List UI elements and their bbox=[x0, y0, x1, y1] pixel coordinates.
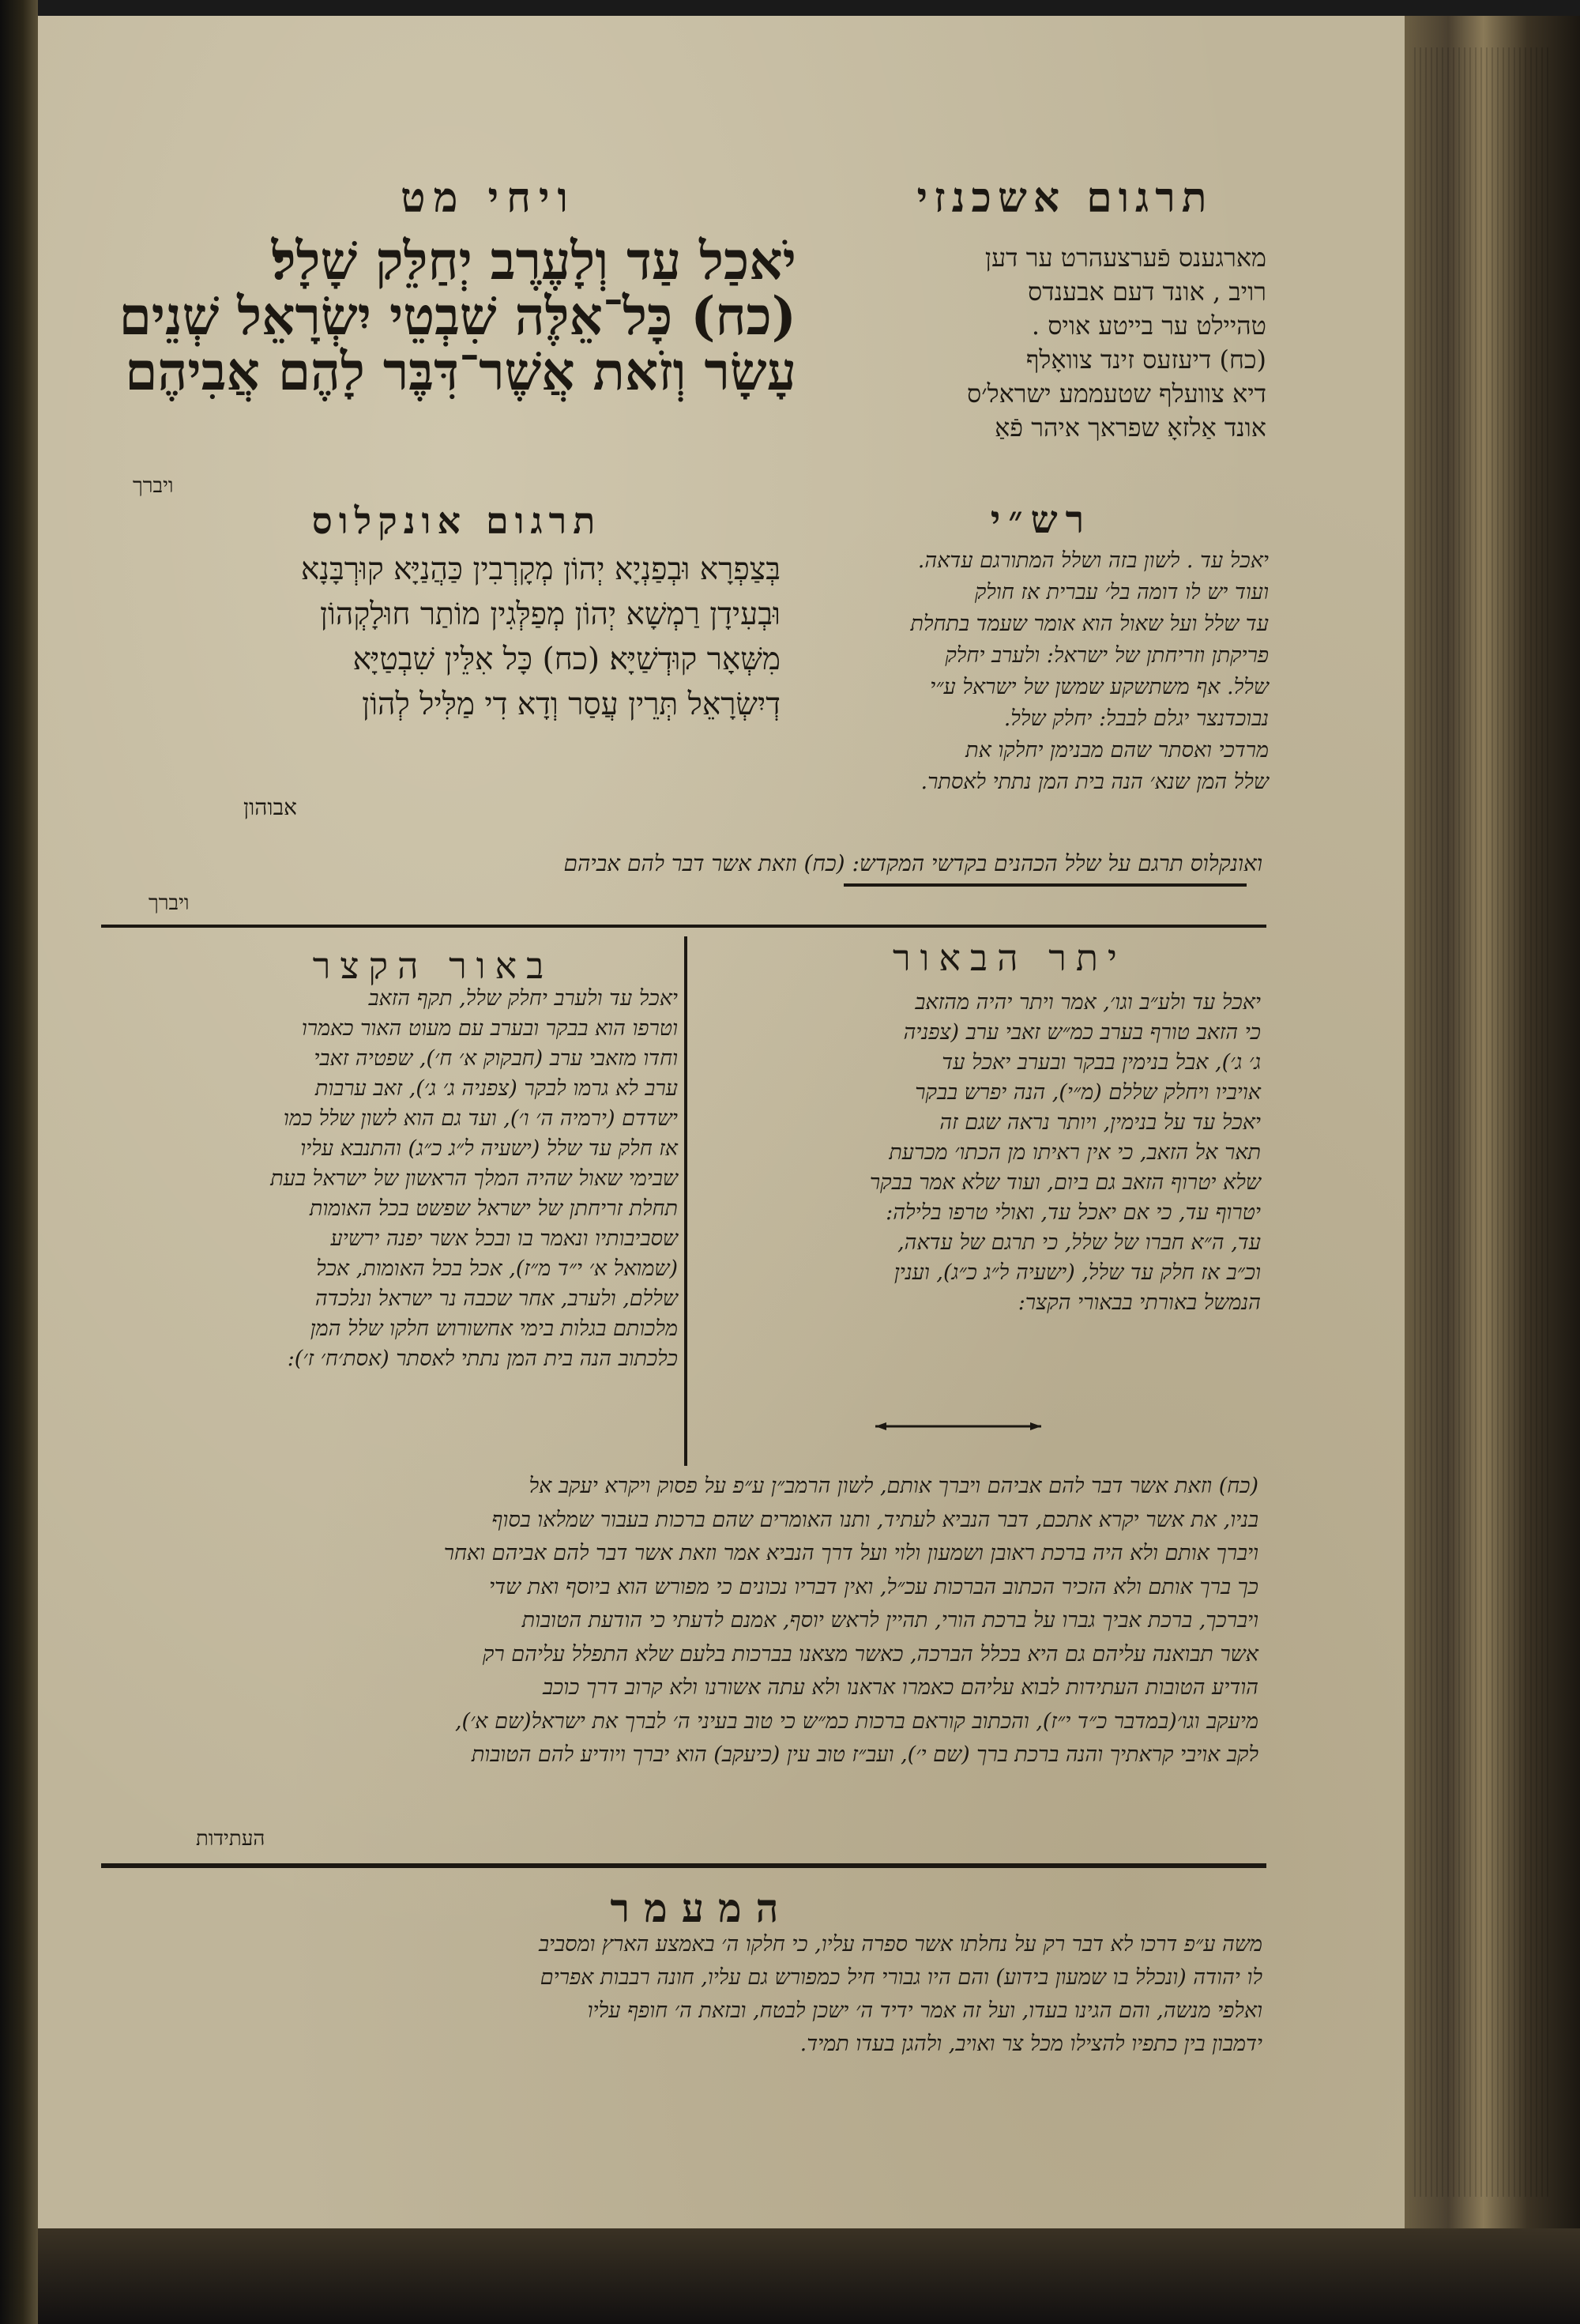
verse-28-commentary bbox=[137, 1470, 1258, 1772]
yeter-habeur-text bbox=[700, 988, 1261, 1318]
commentary-line: ערב לא גרמו לבקר (צפניה ג׳ ג׳), זאב ערבות bbox=[314, 1076, 678, 1101]
commentary-line: תחלת זריחתן של ישראל שפשט בכל האומות bbox=[309, 1196, 678, 1221]
commentary-line: שללם, ולערב, אחר שכבה נר ישראל ונלכדה bbox=[314, 1286, 678, 1311]
onkelos-catchword: אבוהון bbox=[243, 794, 297, 820]
onkelos-line: וּבְעִידָן רַמְשָׁא יְהוֹן מְפַלְּגִין מוֹתַר חוּלָקְהוֹן bbox=[319, 597, 781, 632]
commentary-line: כי הזאב טורף בערב כמ״ש זאבי ערב (צפניה bbox=[903, 1020, 1261, 1045]
bottom-shadow bbox=[38, 2228, 1580, 2324]
page-stack-lines bbox=[1414, 47, 1548, 2197]
maamar-line: משה ע״פ דרכו לא דבר רק על נחלתו אשר ספרה עליו, כי חלקו ה׳ באמצע הארץ ומסביב bbox=[539, 1932, 1262, 1957]
commentary-line: (כח) וזאת אשר דבר להם אביהם ויברך אותם, לשון הרמב״ן ע״פ על פסוק ויקרא יעקב אל bbox=[529, 1474, 1258, 1498]
section-rule bbox=[101, 925, 1266, 928]
commentary-line: יטרוף עד, כי אם יאכל עד, ואולי טרפו בלילה: bbox=[886, 1200, 1261, 1225]
maamar-line: לו יהודה (ונכלל בו שמעון בידוע) והם היו גבורי חיל כמפורש גם עליו, חונה רבבות אפרים bbox=[540, 1965, 1262, 1990]
rashi-line: יאכל עד . לשון בזה ושלל המתורגם עדאה. bbox=[917, 548, 1269, 573]
commentary-line: תאר אל הזאב, כי אין ראיתו מן הכתו׳ מכרעת bbox=[889, 1140, 1261, 1165]
running-header-parasha: ויחי מט bbox=[401, 174, 576, 222]
commentary-line: ג׳ ג׳), אבל בנימין בבקר ובערב יאכל עד bbox=[942, 1050, 1261, 1075]
maamar-text bbox=[141, 1928, 1262, 2061]
commentary-line: שסביבותיו ונאמר בו ובכל אשר יפנה ירשיע bbox=[330, 1226, 678, 1251]
beur-hakatzar-text bbox=[141, 984, 678, 1374]
verse-line: עָשָׂר וְזֹאת אֲשֶׁר־דִּבֶּר לָהֶם אֲבִיהֶם bbox=[125, 341, 796, 402]
targum-line: טהיילט ער בייטע אויס . bbox=[1031, 311, 1266, 341]
onkelos-line: דְיִשְׂרָאֵל תְּרֵין עֲסַר וְדָא דִי מַלִּיל לְהוֹן bbox=[362, 687, 781, 722]
targum-line: דיא צוועלף שטעממע ישראל׳ס bbox=[967, 379, 1266, 409]
book-page bbox=[38, 16, 1405, 2228]
commentary-line: שבימי שאול שהיה המלך הראשון של ישראל בעת bbox=[270, 1166, 678, 1191]
commentary-line: בניו, את אשר יקרא אתכם, דבר הנביא לעתיד, ותנו האומרים שהם ברכות בעבור שמלאו בסוף bbox=[491, 1507, 1258, 1532]
maamar-line: ואלפי מנשה, והם הגינו בעדו, ועל זה אמר ידיד ה׳ ישכן לבטח, ובזאת ה׳ חופף עליו bbox=[587, 1998, 1262, 2023]
commentary-line: הנמשל באורתי בבאורי הקצר: bbox=[1018, 1290, 1261, 1315]
rashi-line: נבוכדנצר יגלם לבבל: יחלק שלל. bbox=[1003, 706, 1269, 731]
rashi-line: עד שלל ועל שאול הוא אומר שעמד בתחלת bbox=[910, 612, 1269, 636]
ornament-rule bbox=[875, 1421, 1041, 1432]
commentary-line: ויברך אותם ולא היה ברכת ראובן ושמעון ולוי ועל דרך הנביא אמר וזאת אשר דבר להם אביהם ואחר bbox=[443, 1541, 1258, 1565]
commentary-line: מלכותם בגלות בימי אחשורוש חלקו שלל המן bbox=[310, 1316, 678, 1341]
commentary-line: כך ברך אותם ולא הזכיר הכתוב הברכות עכ״ל, ואין דבריו נכונים כי מפורש הוא ביוסף ואת שדי bbox=[489, 1574, 1258, 1599]
torah-verse bbox=[118, 230, 796, 402]
catchword: ויברך bbox=[133, 474, 174, 498]
commentary-line: מיעקב וגו׳(במדבר כ״ד י״ז), והכתוב קוראם ברכות כמ״ש כי טוב בעיני ה׳ לברך את ישראל(שם א׳), bbox=[454, 1708, 1258, 1734]
commentary-line: יאכל עד ולערב יחלק שלל, תקף הזאב bbox=[368, 986, 678, 1011]
onkelos-note: ואונקלוס תרגם על שלל הכהנים בקדשי המקדש: (כח) וזאת אשר דבר להם אביהם bbox=[563, 850, 1262, 876]
section-rule bbox=[844, 883, 1247, 887]
yeter-habeur-title: יתר הבאור bbox=[893, 936, 1127, 979]
verse-line: (כח) כָּל־אֵלֶּה שִׁבְטֵי יִשְׂרָאֵל שְׁנֵים bbox=[118, 285, 796, 347]
rashi-line: שלל המן שנא׳ הנה בית המן נתתי לאסתר. bbox=[920, 770, 1269, 794]
onkelos-line: מִשְּׁאָר קוּדְשַׁיָּא׃ (כח) כָּל אִלֵּין שִׁבְטַיָּא bbox=[352, 642, 781, 677]
commentary-line: שלא יטרוף הזאב גם ביום, ועוד שלא אמר בבקר bbox=[869, 1170, 1261, 1195]
commentary-line: עד, ה״א חברו של שלל, כי תרגם של עדאה, bbox=[897, 1230, 1261, 1255]
commentary-line: אז חלק עד שלל (ישעיה ל״ג כ״ג) והתנבא עליו bbox=[300, 1136, 678, 1161]
rashi-commentary bbox=[779, 545, 1269, 798]
commentary-line: וכ״ב אז חלק עד שלל, (ישעיה ל״ג כ״ג), וענין bbox=[893, 1260, 1261, 1285]
running-header-targum: תרגום אשכנזי bbox=[916, 174, 1213, 222]
commentary-line: הודיע הטובות העתידות לבוא עליהם כאמרו אראנו ולא עתה אשורנו ולא קרוב דרך כוכב bbox=[543, 1675, 1258, 1700]
commentary-line: ישדדם (ירמיה ה׳ ו׳), ועד גם הוא לשון שלל כמו bbox=[283, 1106, 678, 1131]
column-divider bbox=[684, 936, 687, 1466]
targum-line: (כח) דיעזעס זינד צוואָלף bbox=[1025, 345, 1266, 375]
section-rule bbox=[101, 1863, 1266, 1868]
binding-gutter bbox=[0, 0, 38, 2324]
commentary-line: כלכתוב הנה בית המן נתתי לאסתר (אסת׳ח׳ ז׳): bbox=[287, 1347, 678, 1371]
onkelos-text bbox=[125, 547, 781, 727]
targum-line: מארגענס פֿערצעהרט ער דען bbox=[984, 243, 1266, 273]
commentary-line: וחדו מזאבי ערב (חבקוק א׳ ח׳), שפטיה זאבי bbox=[314, 1046, 678, 1071]
commentary-line: וטרפו הוא בבקר ובערב עם מעוט האור כאמרו bbox=[301, 1016, 678, 1041]
catchword: העתידות bbox=[196, 1827, 265, 1851]
rashi-line: מרדכי ואסתר שהם מבנימן יחלקו את bbox=[965, 738, 1269, 763]
beur-hakatzar-title: באור הקצר bbox=[312, 944, 554, 987]
catchword: ויברך bbox=[149, 891, 190, 915]
commentary-line: אשר תבואנה עליהם גם היא בכלל הברכה, כאשר מצאנו בברכות בלעם שלא התפלל עליהם רק bbox=[482, 1641, 1258, 1667]
targum-ashkenazi-column bbox=[836, 241, 1266, 445]
commentary-line: יאכל עד ולע״ב וגו׳, אמר ויתר יהיה מהזאב bbox=[915, 990, 1261, 1015]
targum-line: אונד אַלזאָ שפראך איהר פֿאַ bbox=[995, 412, 1266, 443]
rashi-title: רש״י bbox=[990, 498, 1093, 542]
onkelos-line: בְּצַפְרָא וּבְפַנְיָא יְהוֹן מְקָרְבִין כַּהֲנַיָּא קוּרְבָּנָא bbox=[300, 552, 781, 587]
commentary-line: לקב אויבי קראתיך והנה ברכת ברך (שם י׳), ועב״ז טוב עין (כיעקב) הוא יברך ויודיע להם הטובות bbox=[471, 1742, 1258, 1767]
onkelos-title: תרגום אונקלוס bbox=[311, 499, 602, 542]
commentary-line: אויביו ויחלק שללם (מ״י), הנה יפרש בבקר bbox=[915, 1080, 1261, 1105]
maamar-title: המעמר bbox=[610, 1885, 793, 1931]
rashi-line: ועוד יש לו דומה בל׳ עברית אז חולק bbox=[974, 580, 1269, 605]
targum-line: רויב , אונד דעם אבענדס bbox=[1028, 277, 1266, 307]
commentary-line: (שמואל א׳ י״ד מ״ז), אכל בכל האומות, אכל bbox=[316, 1256, 678, 1281]
rashi-line: פריקתן וזריחתן של ישראל: ולערב יחלק bbox=[945, 643, 1269, 668]
rashi-line: שלל. אף משתשקע שמשן של ישראל ע״י bbox=[930, 675, 1269, 699]
maamar-line: ידמבון בין כתפיו להצילו מכל צר ואויב, ולהגן בעדו תמיד. bbox=[799, 2032, 1262, 2056]
commentary-line: יאכל עד על בנימין, ויותר נראה שגם זה bbox=[939, 1110, 1261, 1135]
commentary-line: ויברכך, ברכת אביך גברו על ברכת הורי, תהיין לראש יוסף, אמנם לדעתי כי הודעת הטובות bbox=[521, 1608, 1258, 1633]
verse-line: יֹאכַל עַד וְלָעֶרֶב יְחַלֵּק שָׁלָל׃ bbox=[271, 230, 796, 292]
